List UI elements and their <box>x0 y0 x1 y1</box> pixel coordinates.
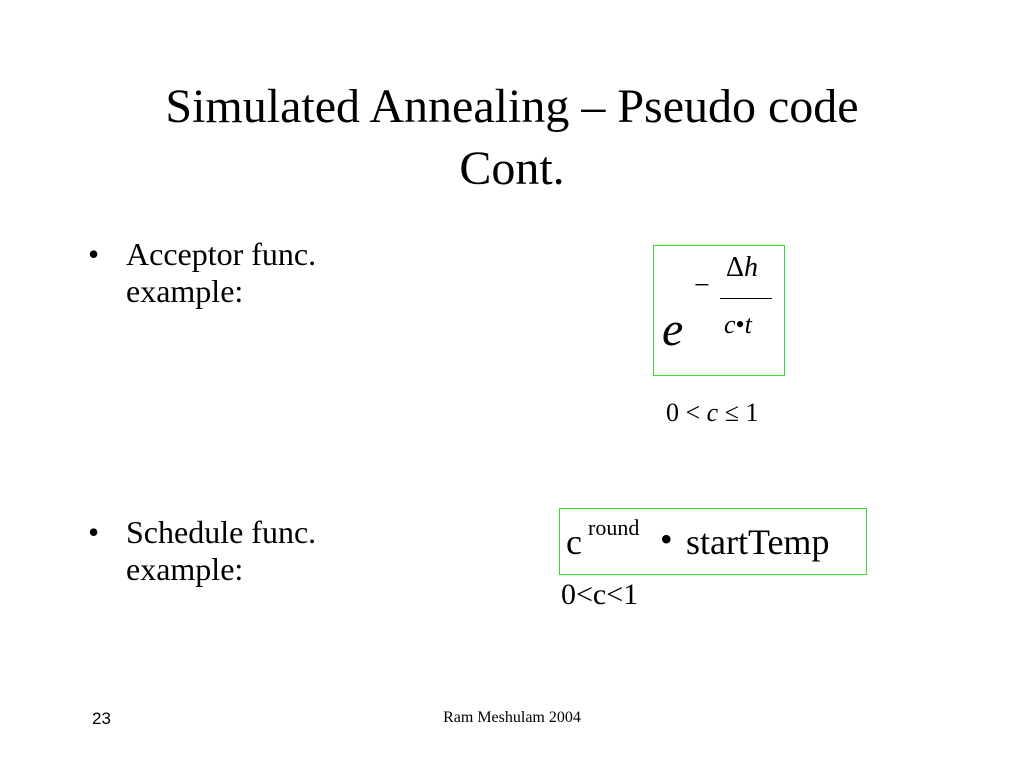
bullet-marker: • <box>88 236 100 272</box>
schedule-formula-exponent: round <box>588 515 640 540</box>
acceptor-formula-box <box>653 245 785 376</box>
footer-author: Ram Meshulam 2004 <box>443 709 581 726</box>
slide-title-line2: Cont. <box>459 142 565 195</box>
acceptor-formula-fraction-bar <box>720 298 772 299</box>
slide-number: 23 <box>92 709 111 728</box>
bullet-schedule-line2: example: <box>126 551 244 587</box>
bullet-marker: • <box>88 514 100 550</box>
bullet-schedule-line1: Schedule func. <box>126 514 317 550</box>
acceptor-formula-sign: − <box>694 270 710 301</box>
acceptor-formula-denominator: c•t <box>724 310 752 339</box>
slide-title <box>60 76 964 200</box>
schedule-formula-box <box>559 508 867 575</box>
acceptor-formula-numerator: Δh <box>726 252 759 283</box>
bullet-acceptor-line2: example: <box>126 273 244 309</box>
schedule-formula-dot: • <box>660 519 673 559</box>
schedule-constraint: 0<c<1 <box>561 578 639 611</box>
acceptor-constraint: 0 < c ≤ 1 <box>666 398 759 427</box>
schedule-formula-base: c <box>566 522 582 562</box>
schedule-formula-term: startTemp <box>686 522 830 562</box>
acceptor-formula-base: e <box>662 303 684 356</box>
bullet-acceptor-line1: Acceptor func. <box>126 236 317 272</box>
slide-title-line1: Simulated Annealing – Pseudo code <box>165 80 859 133</box>
